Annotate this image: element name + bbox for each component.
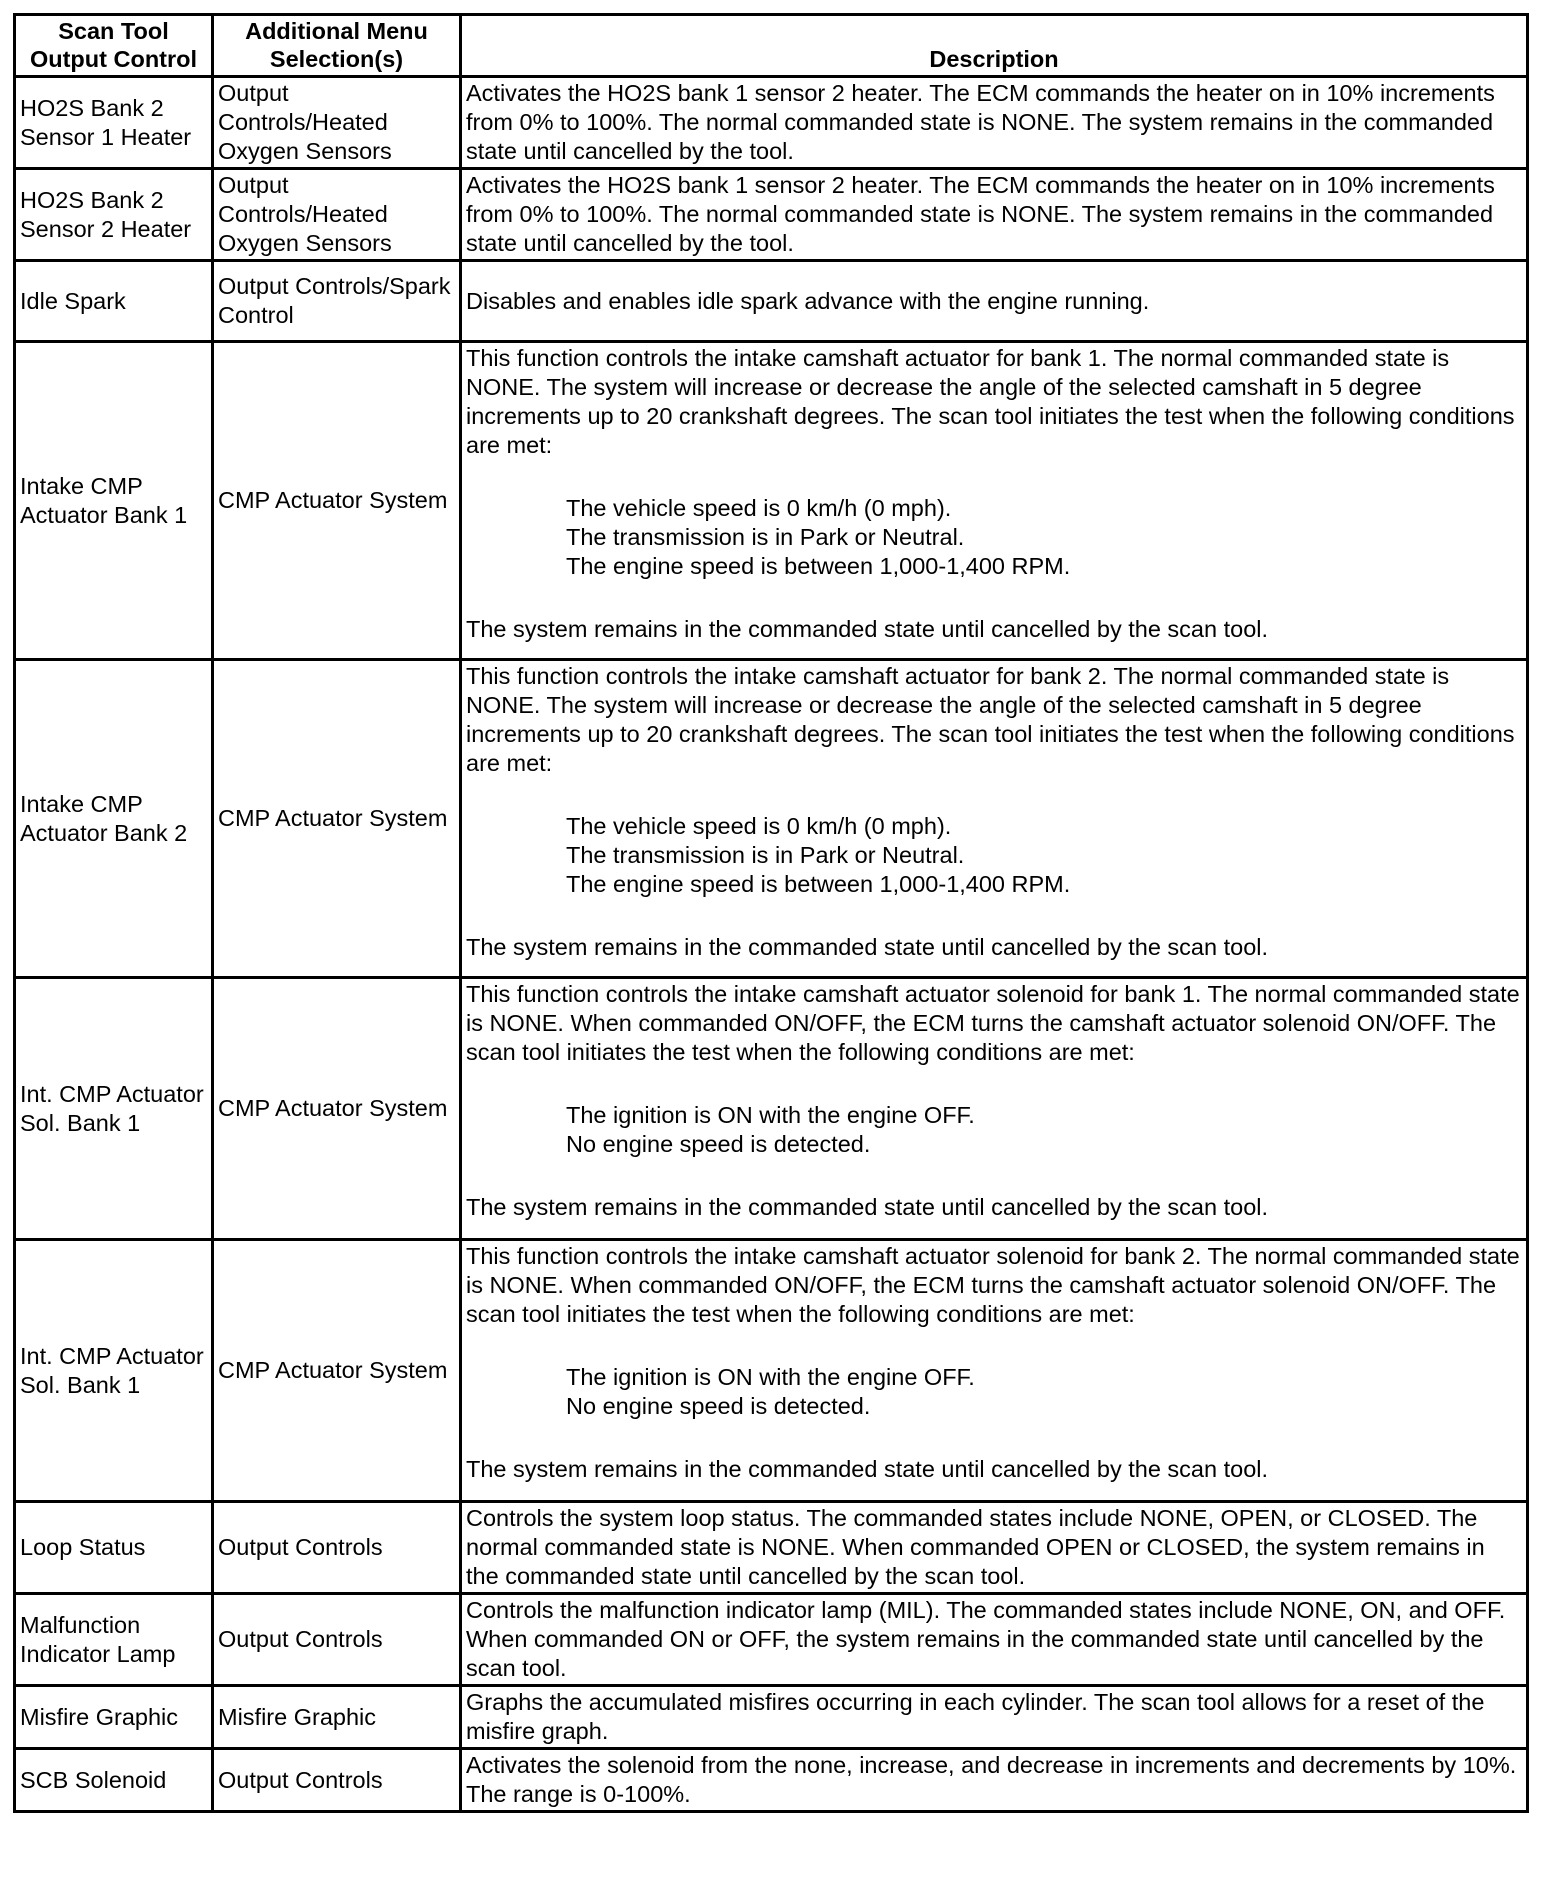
- description-intro: This function controls the intake camshaft actuator solenoid for bank 1. The normal commanded state is NONE. When commanded ON/OFF, the ECM turns the camshaft actuator solenoid ON/OFF. The scan tool initiates the test when the following conditions are met:: [466, 981, 1520, 1065]
- description-cell: [461, 342, 1528, 660]
- conditions-list: [566, 812, 1522, 899]
- control-cell: Malfunction Indicator Lamp: [15, 1594, 213, 1686]
- conditions-list: [566, 494, 1522, 581]
- condition-item: No engine speed is detected.: [566, 1393, 871, 1419]
- menu-cell: Output Controls: [213, 1502, 461, 1594]
- table-row: [15, 978, 1528, 1240]
- description-intro: This function controls the intake camshaft actuator solenoid for bank 2. The normal commanded state is NONE. When commanded ON/OFF, the ECM turns the camshaft actuator solenoid ON/OFF. The scan tool initiates the test when the following conditions are met:: [466, 1243, 1520, 1327]
- control-cell: HO2S Bank 2 Sensor 2 Heater: [15, 169, 213, 261]
- control-cell: Idle Spark: [15, 261, 213, 342]
- table-row: [15, 1240, 1528, 1502]
- table-row: [15, 1594, 1528, 1686]
- menu-cell: Output Controls: [213, 1749, 461, 1812]
- description-intro: This function controls the intake camshaft actuator for bank 1. The normal commanded state is NONE. The system will increase or decrease the angle of the selected camshaft in 5 degree increments up to 20 crankshaft degrees. The scan tool initiates the test when the following conditions are met:: [466, 345, 1515, 458]
- menu-cell: Output Controls/Heated Oxygen Sensors: [213, 77, 461, 169]
- menu-cell: CMP Actuator System: [213, 660, 461, 978]
- scan-tool-output-controls-table: [13, 13, 1529, 1813]
- table-row: [15, 660, 1528, 978]
- control-cell: Int. CMP Actuator Sol. Bank 1: [15, 978, 213, 1240]
- description-cell: Disables and enables idle spark advance with the engine running.: [461, 261, 1528, 342]
- description-outro: The system remains in the commanded state until cancelled by the scan tool.: [466, 616, 1269, 642]
- description-cell: Activates the HO2S bank 1 sensor 2 heater. The ECM commands the heater on in 10% increments from 0% to 100%. The normal commanded state is NONE. The system remains in the commanded state until cancelled by the tool.: [461, 169, 1528, 261]
- scan-tool-output-controls-table-wrap: [13, 13, 1529, 1813]
- table-row: [15, 342, 1528, 660]
- menu-cell: CMP Actuator System: [213, 342, 461, 660]
- description-outro: The system remains in the commanded state until cancelled by the scan tool.: [466, 1456, 1269, 1482]
- description-cell: Activates the HO2S bank 1 sensor 2 heater. The ECM commands the heater on in 10% increments from 0% to 100%. The normal commanded state is NONE. The system remains in the commanded state until cancelled by the tool.: [461, 77, 1528, 169]
- condition-item: The engine speed is between 1,000-1,400 RPM.: [566, 553, 1071, 579]
- conditions-list: [566, 1101, 1522, 1159]
- description-cell: Activates the solenoid from the none, increase, and decrease in increments and decrements by 10%. The range is 0-100%.: [461, 1749, 1528, 1812]
- description-cell: [461, 1240, 1528, 1502]
- table-row: [15, 1686, 1528, 1749]
- description-cell: Controls the malfunction indicator lamp (MIL). The commanded states include NONE, ON, and OFF. When commanded ON or OFF, the system remains in the commanded state until cancelled by the scan tool.: [461, 1594, 1528, 1686]
- condition-item: The vehicle speed is 0 km/h (0 mph).: [566, 495, 952, 521]
- menu-cell: Output Controls/Spark Control: [213, 261, 461, 342]
- header-scan-tool-output-control: Scan Tool Output Control: [15, 15, 213, 77]
- condition-item: No engine speed is detected.: [566, 1131, 871, 1157]
- condition-item: The engine speed is between 1,000-1,400 RPM.: [566, 871, 1071, 897]
- table-row: [15, 1502, 1528, 1594]
- condition-item: The ignition is ON with the engine OFF.: [566, 1364, 975, 1390]
- header-additional-menu-selections: Additional Menu Selection(s): [213, 15, 461, 77]
- control-cell: SCB Solenoid: [15, 1749, 213, 1812]
- condition-item: The ignition is ON with the engine OFF.: [566, 1102, 975, 1128]
- table-row: [15, 261, 1528, 342]
- control-cell: Loop Status: [15, 1502, 213, 1594]
- control-cell: Intake CMP Actuator Bank 2: [15, 660, 213, 978]
- header-description: Description: [461, 15, 1528, 77]
- menu-cell: Output Controls: [213, 1594, 461, 1686]
- description-intro: This function controls the intake camshaft actuator for bank 2. The normal commanded state is NONE. The system will increase or decrease the angle of the selected camshaft in 5 degree increments up to 20 crankshaft degrees. The scan tool initiates the test when the following conditions are met:: [466, 663, 1515, 776]
- condition-item: The transmission is in Park or Neutral.: [566, 842, 965, 868]
- control-cell: HO2S Bank 2 Sensor 1 Heater: [15, 77, 213, 169]
- table-row: [15, 77, 1528, 169]
- description-cell: [461, 660, 1528, 978]
- menu-cell: CMP Actuator System: [213, 978, 461, 1240]
- description-outro: The system remains in the commanded state until cancelled by the scan tool.: [466, 934, 1269, 960]
- description-outro: The system remains in the commanded state until cancelled by the scan tool.: [466, 1194, 1269, 1220]
- table-header-row: [15, 15, 1528, 77]
- description-cell: [461, 978, 1528, 1240]
- menu-cell: Misfire Graphic: [213, 1686, 461, 1749]
- description-cell: Graphs the accumulated misfires occurring in each cylinder. The scan tool allows for a reset of the misfire graph.: [461, 1686, 1528, 1749]
- condition-item: The transmission is in Park or Neutral.: [566, 524, 965, 550]
- description-cell: Controls the system loop status. The commanded states include NONE, OPEN, or CLOSED. The normal commanded state is NONE. When commanded OPEN or CLOSED, the system remains in the commanded state until cancelled by the scan tool.: [461, 1502, 1528, 1594]
- menu-cell: Output Controls/Heated Oxygen Sensors: [213, 169, 461, 261]
- conditions-list: [566, 1363, 1522, 1421]
- condition-item: The vehicle speed is 0 km/h (0 mph).: [566, 813, 952, 839]
- control-cell: Intake CMP Actuator Bank 1: [15, 342, 213, 660]
- table-row: [15, 169, 1528, 261]
- control-cell: Int. CMP Actuator Sol. Bank 1: [15, 1240, 213, 1502]
- control-cell: Misfire Graphic: [15, 1686, 213, 1749]
- menu-cell: CMP Actuator System: [213, 1240, 461, 1502]
- table-row: [15, 1749, 1528, 1812]
